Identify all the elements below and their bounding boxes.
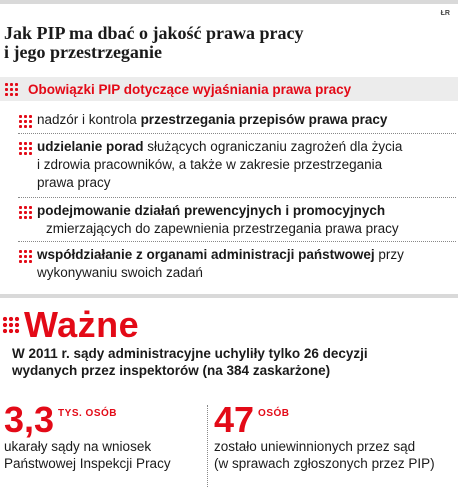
bold-phrase: udzielanie porad (37, 139, 144, 154)
top-bar (0, 0, 458, 4)
dots-icon (18, 205, 33, 220)
duty-item-text (37, 202, 453, 238)
summary-text (12, 345, 452, 379)
text-segment: i zdrowia pracowników, a także w zakresie przestrzegania (37, 157, 383, 172)
page-title (4, 24, 424, 62)
dotted-separator (18, 133, 456, 134)
duty-item-line (37, 264, 453, 282)
dots-icon (4, 82, 20, 96)
text-segment: nadzór i kontrola (37, 112, 141, 127)
stat-unit: TYS. OSÓB (58, 408, 117, 419)
stat-description (214, 438, 435, 472)
summary-line: wydanych przez inspektorów (na 384 zaskarżone) (12, 363, 331, 378)
text-segment: przy (374, 247, 404, 262)
stat-description (4, 438, 171, 472)
text-segment: wykonywaniu swoich zadań (37, 265, 203, 280)
text-segment: prawa pracy (37, 175, 111, 190)
duty-item-line (37, 138, 453, 156)
duty-item-line (37, 202, 453, 220)
dotted-separator (18, 241, 456, 242)
stat-desc-line: ukarały sądy na wniosek (4, 439, 152, 454)
section-header (0, 77, 458, 101)
duty-item-line (37, 220, 453, 238)
dots-icon (18, 114, 33, 129)
bold-phrase: podejmowanie działań prewencyjnych i promocyjnych (37, 203, 386, 218)
summary-line: W 2011 r. sądy administracyjne uchyliły tylko 26 decyzji (12, 346, 368, 361)
wazne-heading (0, 305, 139, 345)
stat-acquitted (214, 399, 435, 472)
stat-number: 3,3 (4, 399, 55, 440)
text-segment: zmierzających do zapewnienia przestrzegania prawa pracy (46, 221, 399, 236)
credit-label: ŁR (440, 10, 450, 17)
dots-icon (18, 249, 33, 264)
stat-unit: OSÓB (258, 408, 290, 419)
dotted-separator (18, 197, 456, 198)
divider-strip (0, 294, 458, 298)
bold-phrase: przestrzegania przepisów prawa pracy (140, 112, 388, 127)
stat-fines (4, 399, 171, 472)
stat-desc-line: (w sprawach zgłoszonych przez PIP) (214, 456, 435, 471)
bold-phrase: współdziałanie z organami administracji państwowej (37, 247, 375, 262)
title-line: Jak PIP ma dbać o jakość prawa pracy (4, 23, 304, 43)
dots-icon (18, 141, 33, 156)
duty-item-line (37, 174, 453, 192)
wazne-text: Ważne (24, 304, 140, 345)
section-header-text: Obowiązki PIP dotyczące wyjaśniania prawa pracy (28, 81, 352, 97)
title-line: i jego przestrzeganie (4, 42, 162, 62)
duty-item-line (37, 111, 453, 129)
stat-desc-line: Państwowej Inspekcji Pracy (4, 456, 171, 471)
duty-item-text (37, 138, 453, 192)
stat-number: 47 (214, 399, 255, 440)
vertical-divider (207, 405, 208, 487)
duty-item-text (37, 111, 453, 129)
duty-item-text (37, 246, 453, 282)
stat-desc-line: zostało uniewinnionych przez sąd (214, 439, 416, 454)
duty-item-line (37, 246, 453, 264)
dots-icon (2, 316, 20, 334)
text-segment: służących ograniczaniu zagrożeń dla życia (143, 139, 403, 154)
duty-item-line (37, 156, 453, 174)
